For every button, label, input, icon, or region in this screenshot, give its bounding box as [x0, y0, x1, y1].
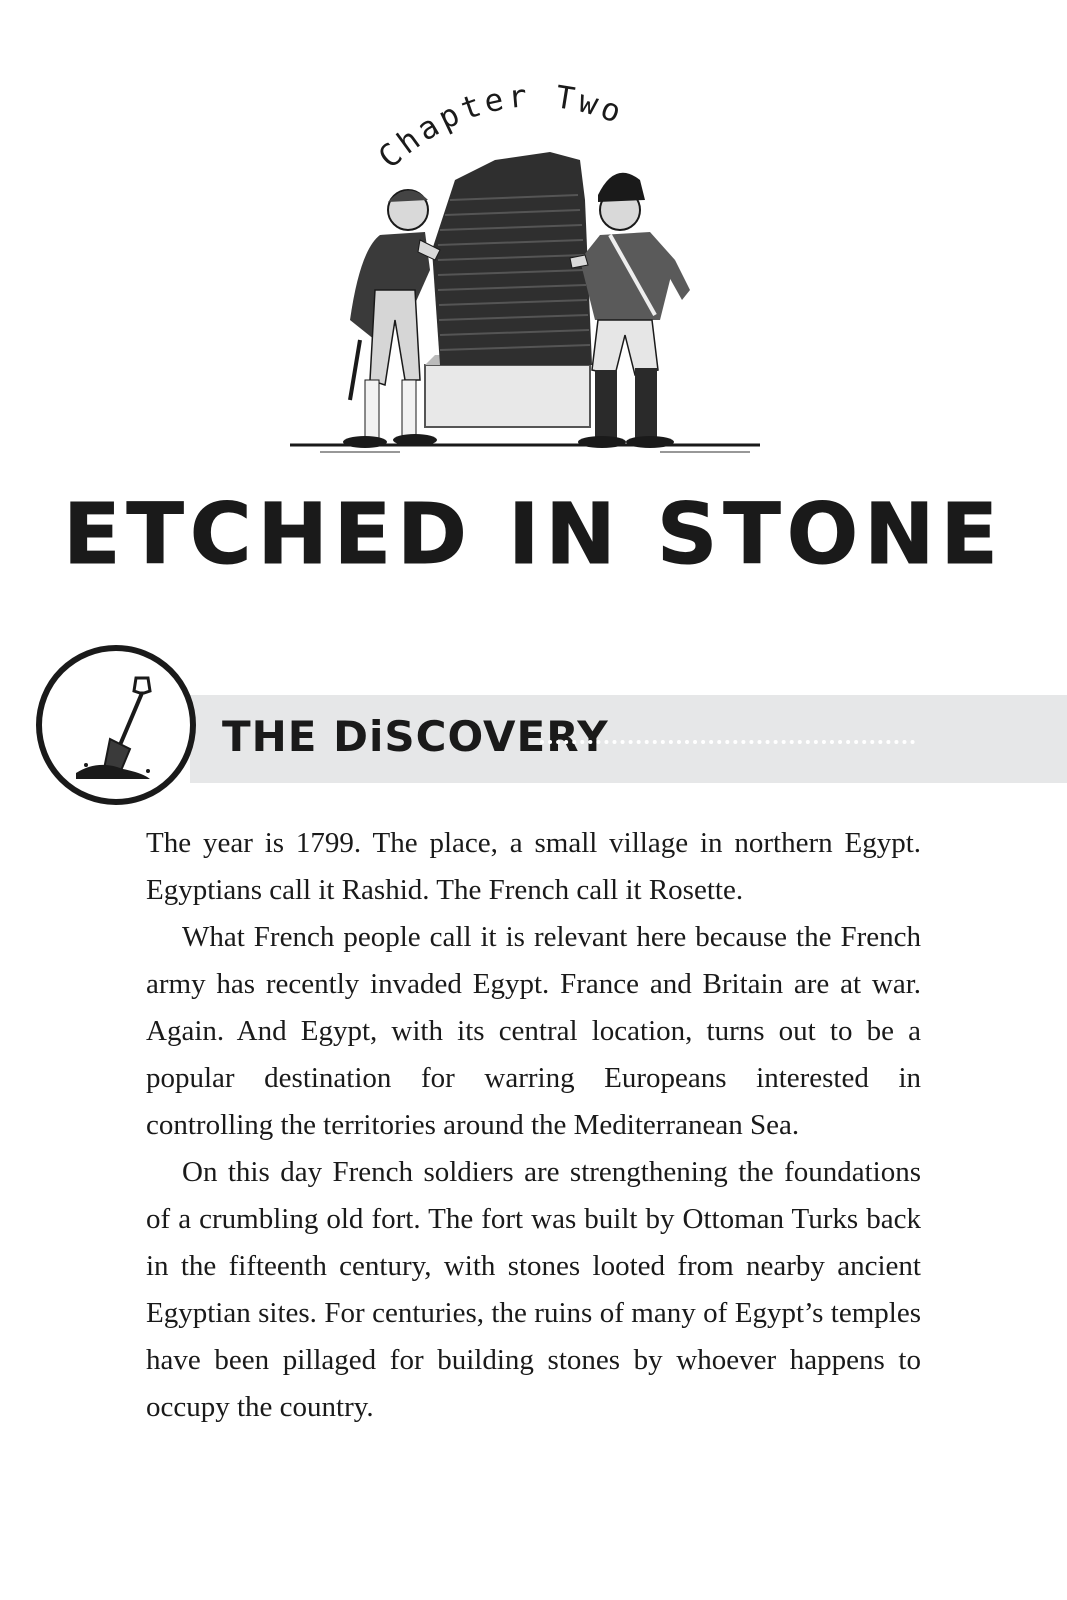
shovel-icon: [68, 673, 168, 783]
pedestal: [425, 365, 590, 427]
paragraph-3: On this day French soldiers are strengthening the foundations of a crumbling old fort. The fort was built by Ottoman Turks back in the fifteenth century, with stones looted from nearby ancient Egyptian sites. For centuries, the ruins of many of Egypt’s temples have been pillaged for building stones by whoever happens to occupy the country.: [146, 1156, 921, 1423]
section-icon-circle: [36, 645, 196, 805]
rosetta-stone-soldiers-illustration: [280, 140, 770, 470]
chapter-label-text: Chapter Two: [371, 78, 630, 176]
section-title: THE DiSCOVERY: [222, 712, 609, 761]
chapter-title: ETCHED IN STONE: [63, 485, 1004, 583]
section-divider-dots: [540, 740, 915, 746]
paragraph-1: The year is 1799. The place, a small village in northern Egypt. Egyptians call it Rashid. The French call it Rosette.: [146, 827, 921, 906]
paragraph-2: What French people call it is relevant here because the French army has recently invaded Egypt. France and Britain are at war. Again. And Egypt, with its central location, turns out to be a popular destination for warring Europeans interested in controlling the territories around the Mediterranean Sea.: [146, 921, 921, 1141]
body-text: [146, 820, 921, 1431]
